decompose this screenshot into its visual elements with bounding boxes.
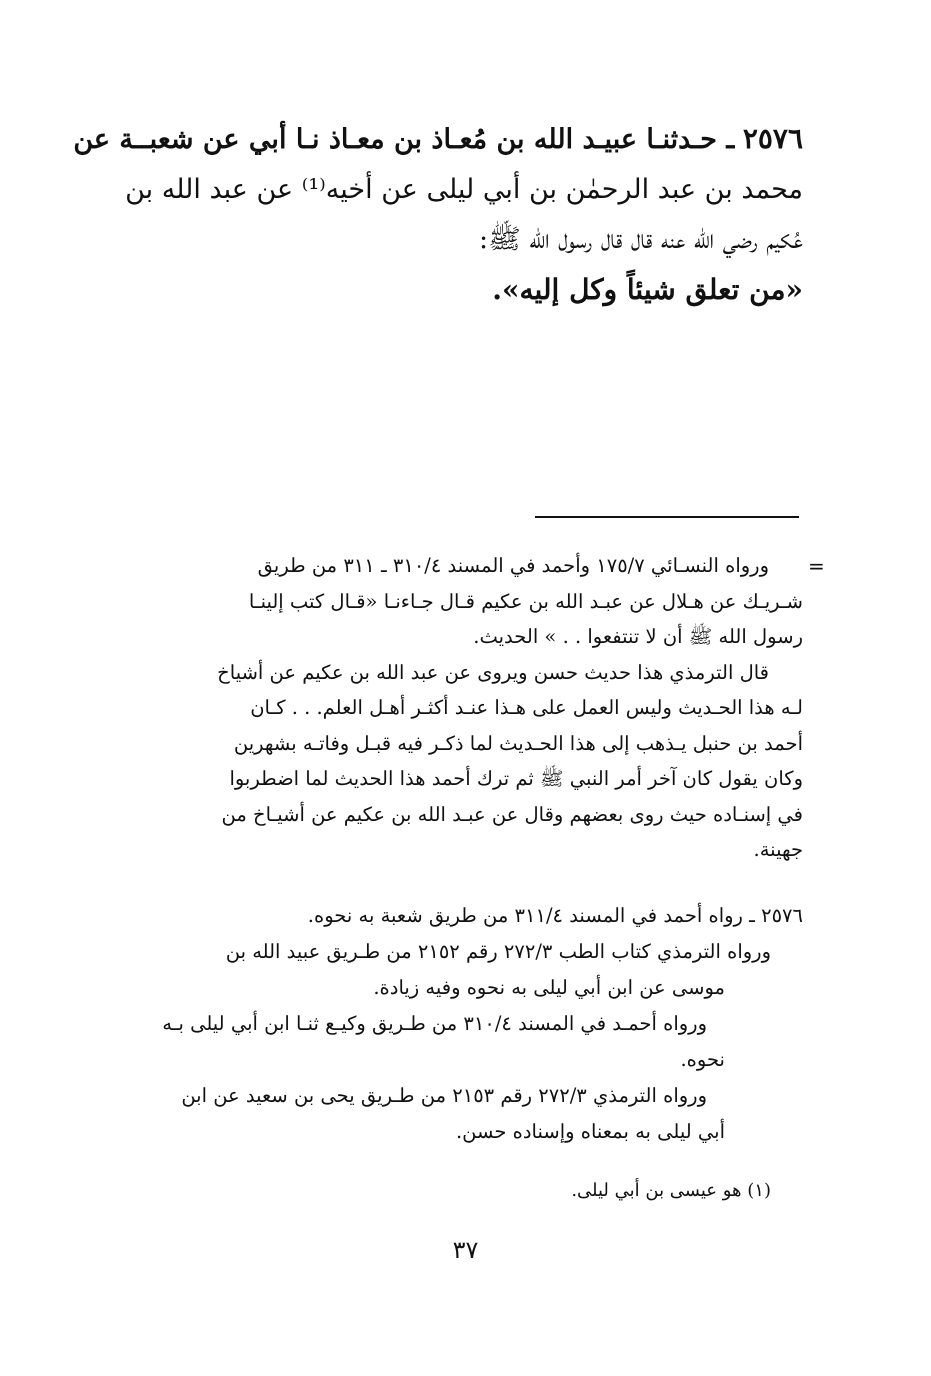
note-line: رسول الله ﷺ أن لا تنتفعوا . . » الحديث. [473, 625, 803, 648]
takhrij-line: أبي ليلى به بمعناه وإسناده حسن. [455, 1120, 725, 1143]
note-line: قال الترمذي هذا حديث حسن ويروى عن عبد الله بن عكيم عن أشياخ [217, 660, 769, 684]
takhrij-line: ورواه الترمذي كتاب الطب ٢٧٢/٣ رقم ٢١٥٢ من طـريق عبيد الله بن [225, 940, 771, 963]
continuation-marker: = [808, 554, 825, 578]
takhrij-line: ورواه الترمذي ٢٧٢/٣ رقم ٢١٥٣ من طـريق يحى بن سعيد عن ابن [181, 1084, 707, 1107]
takhrij-line: موسى عن ابن أبي ليلى به نحوه وفيه زيادة. [373, 976, 725, 999]
takhrij-line-1 [113, 898, 803, 934]
takhrij-text: ـ رواه أحمد في المسند ٣١١/٤ من طريق شعبة به نحوه. [307, 904, 755, 927]
hadith-line-1 [73, 114, 803, 165]
note-line: أحمد بن حنبل يـذهب إلى هذا الحـديث لما ذكـر فيه قبـل وفاتـه بشهرين [233, 731, 803, 755]
isnad-line-3: عُكيم رضي الله عنه قال قال رسول الله ﷺ: [479, 224, 803, 255]
isnad-line-2: محمد بن عبد الرحمٰن بن أبي ليلى عن أخيه⁽¹⁾ عن عبد الله بن [125, 174, 803, 205]
hadith-matn: «من تعلق شيئاً وكل إليه». [492, 273, 803, 306]
hadith-number: ٢٥٧٦ [742, 122, 803, 155]
takhrij-number: ٢٥٧٦ [761, 904, 803, 927]
note-line: ورواه النسـائي ١٧٥/٧ وأحمد في المسند ٣١٠/٤ ـ ٣١١ من طريق [257, 554, 769, 577]
footnote-separator [535, 516, 799, 518]
isnad-line-1: ـ حـدثنـا عبيـد الله بن مُعـاذ بن معـاذ نـا أبي عن شعبــة عن [73, 124, 735, 155]
continued-notes [193, 548, 803, 868]
page-number: ٣٧ [452, 1236, 479, 1264]
note-line: في إسنـاده حيث روى بعضهم وقال عن عبـد الله بن عكيم عن أشيـاخ من [221, 802, 803, 826]
note-line: جهينة. [753, 838, 803, 861]
note-line: لـه هذا الحـديث وليس العمل على هـذا عنـد أكثـر أهـل العلم. . . كـان [250, 696, 803, 719]
footnote: (١) هو عيسى بن أبي ليلى. [571, 1180, 771, 1201]
hadith-block [73, 114, 803, 315]
takhrij-line: ورواه أحمـد في المسند ٣١٠/٤ من طـريق وكيـع ثنـا ابن أبي ليلى بـه [162, 1012, 707, 1035]
note-line: وكان يقول كان آخر أمر النبي ﷺ ثم ترك أحمد هذا الحديث لما اضطربوا [229, 767, 803, 790]
note-line: شـريـك عن هـلال عن عبـد الله بن عكيم قـال جـاءنـا «قـال كتب إلينـا [248, 589, 803, 613]
takhrij-notes [113, 898, 803, 1150]
takhrij-line: نحوه. [680, 1048, 725, 1071]
